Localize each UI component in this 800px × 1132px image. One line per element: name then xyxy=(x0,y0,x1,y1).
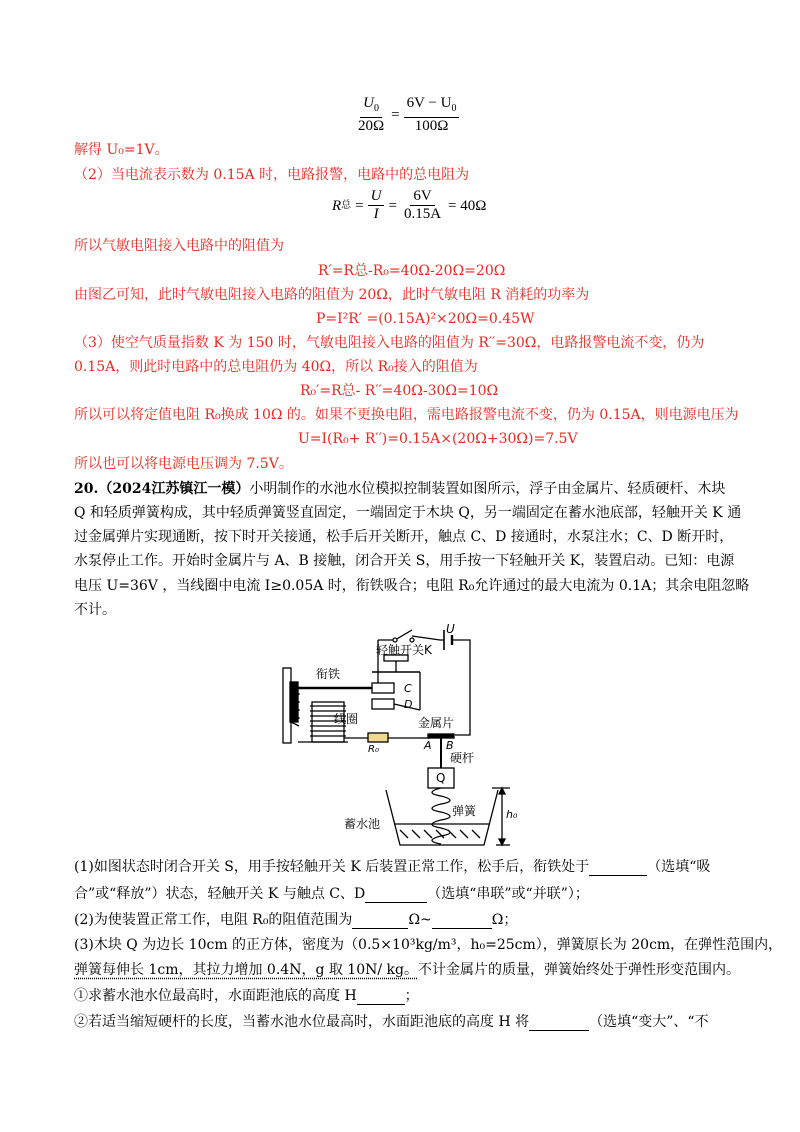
eq1-lhs-sub: 0 xyxy=(374,103,379,114)
sub1-line-a xyxy=(74,858,710,876)
q20-text-1: 小明制作的水池水位模拟控制装置如图所示，浮子由金属片、轻质硬杆、木块 xyxy=(249,481,726,497)
eq1-lhs-num: U xyxy=(363,95,374,111)
q20-line-3: 过金属弹片实现通断，按下时开关接通，松手后开关断开，触点 C、D 接通时，水泵注水；C、D 断开时， xyxy=(74,529,734,545)
label-armature: 衔铁 xyxy=(316,667,341,681)
eq2-result: = 40Ω xyxy=(448,197,487,214)
q20-source: （2024江苏镇江一模） xyxy=(98,481,250,497)
step-3d: 所以也可以将电源电压调为 7.5V。 xyxy=(74,456,293,472)
eq1-rhs-den: 100Ω xyxy=(414,118,449,134)
equation-u0: $\frac{U_0}{20\Omega}$ = $\frac{6V - U_0}{100\Omega}$ xyxy=(355,95,459,135)
solution-u0: 解得 U₀=1V。 xyxy=(74,142,169,158)
sub1a-tail: （选填“吸 xyxy=(647,859,711,875)
equation-total-resistance: R 总 = $\frac{U}{I}$ = $\frac{6V}{0.15A}$ = 40Ω xyxy=(332,188,487,222)
q20-line-4: 水泵停止工作。开始时金属片与 A、B 接触，闭合开关 S，用手按一下轻触开关 K，装置启动。已知：电源 xyxy=(74,553,735,569)
step-3b: 0.15A，则此时电路中的总电阻仍为 40Ω，所以 R₀接入的阻值为 xyxy=(74,359,478,375)
sub2-mid: Ω~ xyxy=(408,912,432,928)
sub3c-tail: ； xyxy=(404,988,419,1004)
sub3b-rest: 不计金属片的质量，弹簧始终处于弹性形变范围内。 xyxy=(417,962,740,978)
eq1-rhs-num: 6V − U xyxy=(406,95,452,111)
switch-s-terminal-right xyxy=(410,638,414,642)
sub3c-text: ①求蓄水池水位最高时，水面距池底的高度 H xyxy=(74,988,357,1004)
blank-armature-state[interactable] xyxy=(589,861,647,876)
label-pool: 蓄水池 xyxy=(344,817,381,831)
equation-power: P=I²R′ =(0.15A)²×20Ω=0.45W xyxy=(316,311,535,327)
eq2-frac2-den: 0.15A xyxy=(403,206,442,222)
eq2-frac2-num: 6V xyxy=(410,188,434,206)
blank-r0-max[interactable] xyxy=(432,914,492,929)
sub1a-text: (1)如图状态时闭合开关 S，用手按轻触开关 K 后装置正常工作，松手后，衔铁处于 xyxy=(74,859,590,875)
equation-r-prime: R′=R总-R₀=40Ω-20Ω=20Ω xyxy=(318,263,506,279)
sub1b-text: 合”或“释放”）状态，轻触开关 K 与触点 C、D xyxy=(74,886,366,902)
sub2-tail: Ω； xyxy=(491,912,518,928)
contact-c-block xyxy=(372,683,394,693)
label-c: C xyxy=(404,682,412,695)
switch-s-terminal-left xyxy=(393,638,397,642)
line-r2: 由图乙可知，此时气敏电阻接入电路的阻值为 20Ω，此时气敏电阻 R 消耗的功率为 xyxy=(74,287,590,303)
q20-line-5: 电压 U=36V ，当线圈中电流 I≥0.05A 时，衔铁吸合；电阻 R₀允许通过的最大电流为 0.1A；其余电阻忽略 xyxy=(74,578,750,594)
sub3-line-a: (3)木块 Q 为边长 10cm 的正方体，密度为（0.5×10³kg/m³，h₀=25cm），弹簧原长为 20cm，在弹性范围内， xyxy=(74,937,783,953)
eq2-equals: = xyxy=(355,197,364,214)
label-h0: h₀ xyxy=(506,808,518,821)
sub2-text: (2)为使装置正常工作，电阻 R₀的阻值范围为 xyxy=(74,912,353,928)
step-3c: 所以可以将定值电阻 R₀换成 10Ω 的。如果不更换电阻，需电路报警电流不变，仍为 0.15A，则电源电压为 xyxy=(74,407,739,423)
blank-height-h[interactable] xyxy=(357,990,405,1005)
eq2-lhs: R xyxy=(332,197,342,214)
label-u: U xyxy=(446,622,455,636)
line-r1: 所以气敏电阻接入电路中的阻值为 xyxy=(74,238,284,254)
resistor-r0 xyxy=(368,733,388,742)
step-2: （2）当电流表示数为 0.15A 时，电路报警，电路中的总电阻为 xyxy=(74,167,470,183)
step-3a: （3）使空气质量指数 K 为 150 时，气敏电阻接入电路的阻值为 R′′=30Ω，电路报警电流不变，仍为 xyxy=(74,335,705,351)
eq2-lhs-sub: 总 xyxy=(341,199,352,211)
sub3-line-d xyxy=(74,1013,709,1031)
label-q: Q xyxy=(436,771,446,785)
switch-s-lever xyxy=(395,630,412,640)
metal-plate xyxy=(428,734,454,738)
sub3-line-c xyxy=(74,987,419,1005)
label-r0: R₀ xyxy=(368,744,379,755)
q20-line-6: 不计。 xyxy=(74,602,116,618)
eq1-lhs-den: 20Ω xyxy=(358,118,385,134)
blank-height-change[interactable] xyxy=(529,1016,589,1031)
equation-r0-prime: R₀′=R总- R′′=40Ω-30Ω=10Ω xyxy=(300,383,499,399)
eq2-frac1-den: I xyxy=(373,206,379,222)
label-switch-k: 轻触开关K xyxy=(376,643,432,657)
label-rod: 硬杆 xyxy=(450,751,475,765)
sub1-line-b xyxy=(74,885,589,903)
sub3-line-b xyxy=(74,961,740,979)
sub3d-tail: （选填“变大”、“不 xyxy=(589,1014,709,1030)
blank-r0-min[interactable] xyxy=(352,914,408,929)
eq1-rhs-sub: 0 xyxy=(451,103,457,114)
contact-d-block xyxy=(372,699,394,709)
equation-voltage: U=I(R₀+ R′′)=0.15A×(20Ω+30Ω)=7.5V xyxy=(298,431,578,447)
sub2-line xyxy=(74,911,517,929)
sub3b-dotted: 弹簧每伸长 1cm，其拉力增加 0.4N，g 取 10N/ kg。 xyxy=(74,962,418,978)
eq2-frac1-num: U xyxy=(368,188,385,206)
label-a: A xyxy=(424,739,432,752)
q20-number: 20. xyxy=(74,481,99,497)
sub1b-tail: （选填“串联”或“并联”）； xyxy=(427,886,589,902)
label-metal: 金属片 xyxy=(418,716,455,730)
q20-line-2: Q 和轻质弹簧构成，其中轻质弹簧竖直固定，一端固定于木块 Q，另一端固定在蓄水池底部，轻触开关 K 通 xyxy=(74,505,742,521)
label-d: D xyxy=(404,698,413,711)
label-spring: 弹簧 xyxy=(452,804,477,818)
label-coil: 线圈 xyxy=(334,712,359,726)
sub3d-text: ②若适当缩短硬杆的长度，当蓄水池水位最高时，水面距池底的高度 H 将 xyxy=(74,1014,530,1030)
blank-connection-type[interactable] xyxy=(365,888,427,903)
label-b: B xyxy=(446,739,454,752)
